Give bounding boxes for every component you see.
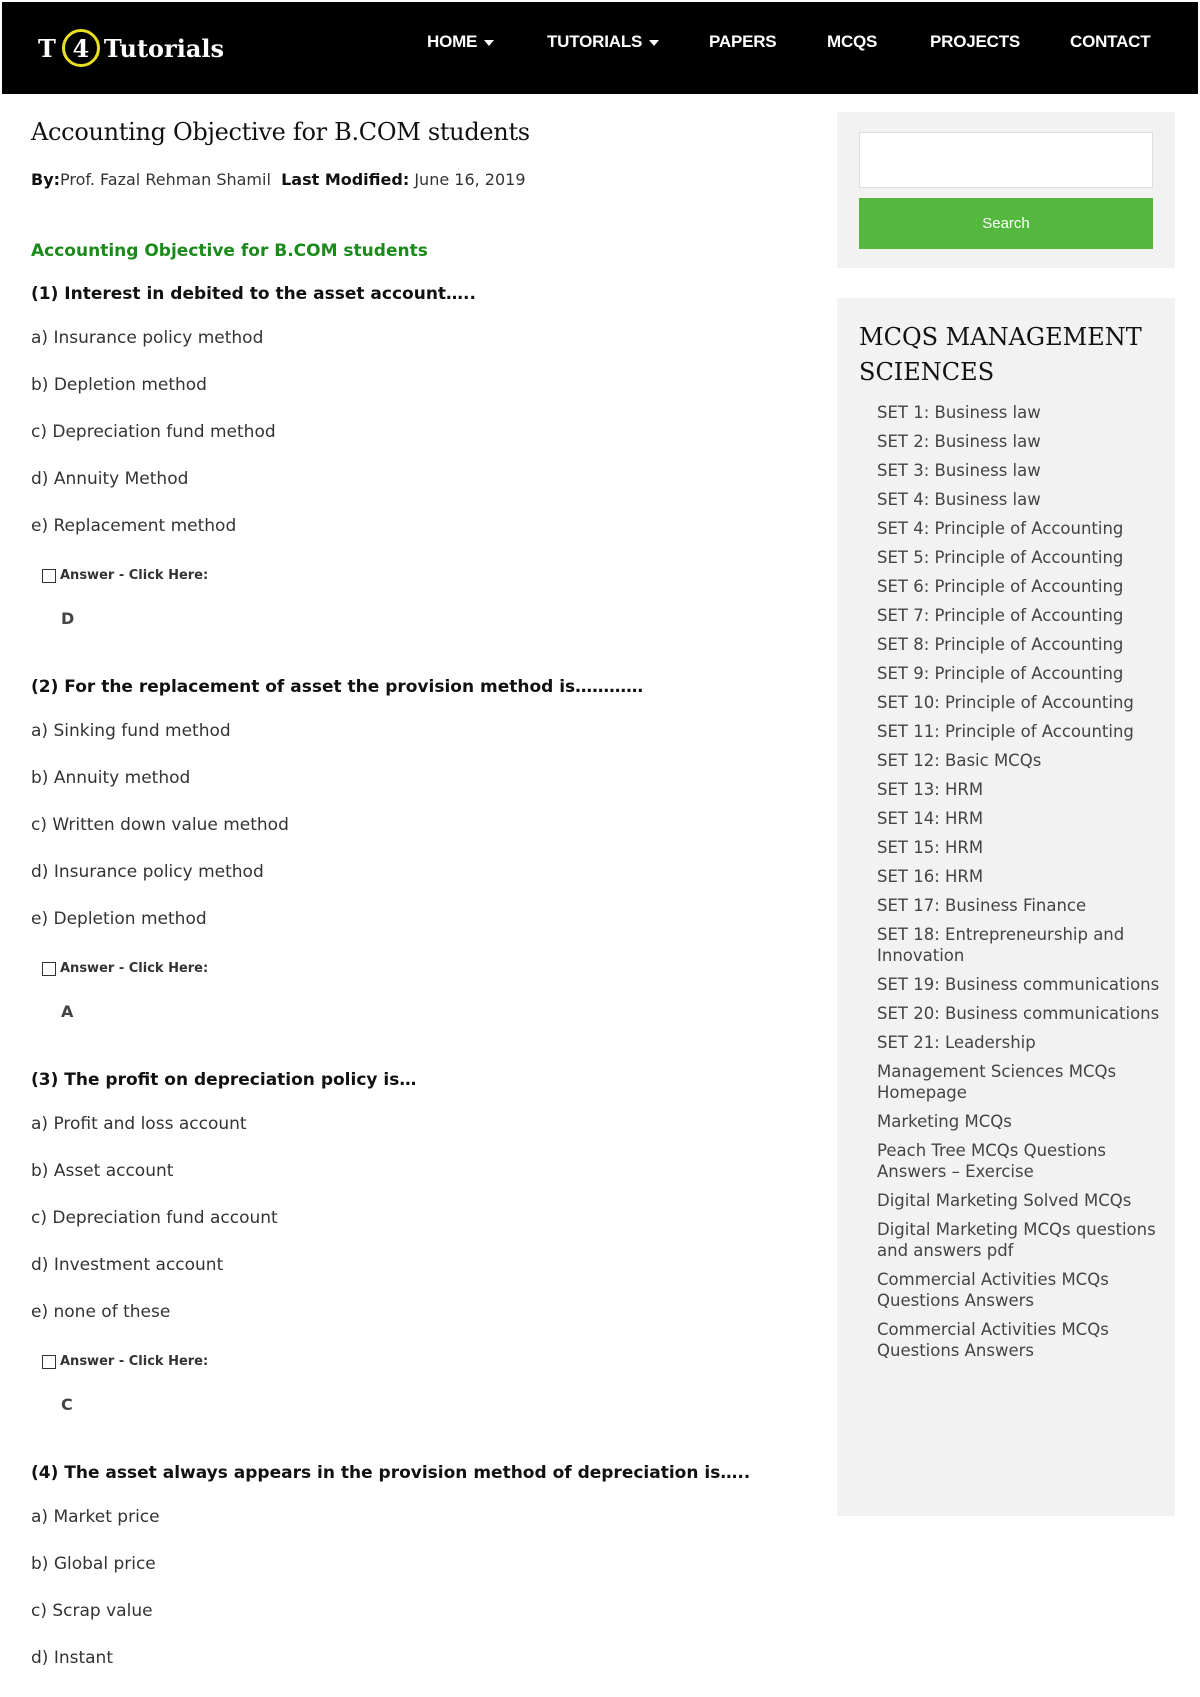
modified-date: June 16, 2019 bbox=[414, 170, 526, 189]
option-c: c) Written down value method bbox=[31, 815, 289, 835]
top-navigation-bar bbox=[2, 2, 1198, 94]
sidebar-link[interactable]: Commercial Activities MCQs Questions Answers bbox=[877, 1270, 1109, 1310]
question-block bbox=[31, 1463, 791, 1694]
option-c: c) Scrap value bbox=[31, 1601, 153, 1621]
question-text: (1) Interest in debited to the asset account….. bbox=[31, 284, 476, 304]
logo-letter-t: T bbox=[38, 33, 56, 63]
answer-toggle-label: Answer - Click Here: bbox=[60, 961, 209, 976]
logo-word: Tutorials bbox=[103, 33, 224, 63]
answer-value: D bbox=[61, 609, 75, 628]
author-name: Prof. Fazal Rehman Shamil bbox=[60, 170, 271, 189]
logo-circle-four: 4 bbox=[62, 29, 100, 67]
answer-toggle-label: Answer - Click Here: bbox=[60, 568, 209, 583]
sidebar-link[interactable]: Management Sciences MCQs Homepage bbox=[877, 1062, 1117, 1102]
option-b: b) Depletion method bbox=[31, 375, 207, 395]
question-text: (4) The asset always appears in the provision method of depreciation is….. bbox=[31, 1463, 751, 1483]
sidebar-link[interactable]: SET 3: Business law bbox=[877, 461, 1041, 480]
sidebar-link[interactable]: SET 2: Business law bbox=[877, 432, 1041, 451]
option-c: c) Depreciation fund method bbox=[31, 422, 276, 442]
nav-mcqs[interactable] bbox=[827, 32, 877, 52]
option-b: b) Global price bbox=[31, 1554, 156, 1574]
answer-value: C bbox=[61, 1395, 73, 1414]
page-title: Accounting Objective for B.COM students bbox=[31, 118, 530, 146]
nav-papers-label: PAPERS bbox=[709, 32, 777, 51]
question-text: (3) The profit on depreciation policy is… bbox=[31, 1070, 417, 1090]
option-a: a) Insurance policy method bbox=[31, 328, 264, 348]
sidebar-link[interactable]: SET 14: HRM bbox=[877, 809, 984, 828]
sidebar-link[interactable]: SET 10: Principle of Accounting bbox=[877, 693, 1134, 712]
sidebar-link[interactable]: SET 7: Principle of Accounting bbox=[877, 606, 1124, 625]
option-c: c) Depreciation fund account bbox=[31, 1208, 278, 1228]
sidebar-link[interactable]: SET 18: Entrepreneurship and Innovation bbox=[877, 925, 1125, 965]
sidebar-link[interactable]: SET 5: Principle of Accounting bbox=[877, 548, 1124, 567]
option-a: a) Profit and loss account bbox=[31, 1114, 247, 1134]
sidebar-link[interactable]: SET 15: HRM bbox=[877, 838, 984, 857]
section-subheading: Accounting Objective for B.COM students bbox=[31, 241, 428, 261]
option-e: e) Depletion method bbox=[31, 909, 207, 929]
chevron-down-icon bbox=[484, 40, 494, 46]
question-block bbox=[31, 677, 791, 1070]
sidebar-list bbox=[877, 402, 1167, 1369]
option-b: b) Annuity method bbox=[31, 768, 191, 788]
sidebar-link[interactable]: SET 8: Principle of Accounting bbox=[877, 635, 1124, 654]
article-content bbox=[31, 118, 791, 1694]
nav-projects[interactable] bbox=[930, 32, 1020, 52]
option-a: a) Market price bbox=[31, 1507, 160, 1527]
answer-value: A bbox=[61, 1002, 74, 1021]
sidebar-link[interactable]: Commercial Activities MCQs Questions Answers bbox=[877, 1320, 1109, 1360]
answer-toggle[interactable] bbox=[42, 562, 791, 609]
sidebar-link[interactable]: SET 4: Principle of Accounting bbox=[877, 519, 1124, 538]
sidebar-link[interactable]: SET 21: Leadership bbox=[877, 1033, 1036, 1052]
sidebar-link[interactable]: SET 6: Principle of Accounting bbox=[877, 577, 1124, 596]
option-d: d) Insurance policy method bbox=[31, 862, 264, 882]
sidebar-link[interactable]: SET 11: Principle of Accounting bbox=[877, 722, 1134, 741]
sidebar-link[interactable]: Marketing MCQs bbox=[877, 1112, 1012, 1131]
sidebar-link[interactable]: Digital Marketing Solved MCQs bbox=[877, 1191, 1132, 1210]
sidebar-link[interactable]: SET 1: Business law bbox=[877, 403, 1041, 422]
answer-toggle[interactable] bbox=[42, 955, 791, 1002]
nav-projects-label: PROJECTS bbox=[930, 32, 1021, 51]
nav-home-label: HOME bbox=[427, 32, 478, 51]
main-nav bbox=[2, 32, 1198, 56]
sidebar-title: MCQS MANAGEMENT SCIENCES bbox=[859, 323, 1142, 386]
search-widget bbox=[837, 112, 1175, 268]
sidebar-link[interactable]: SET 12: Basic MCQs bbox=[877, 751, 1042, 770]
sidebar-link[interactable]: Peach Tree MCQs Questions Answers – Exercise bbox=[877, 1141, 1107, 1181]
answer-checkbox[interactable] bbox=[42, 962, 56, 976]
option-e: e) Replacement method bbox=[31, 516, 237, 536]
sidebar-link[interactable]: SET 16: HRM bbox=[877, 867, 984, 886]
search-input[interactable] bbox=[859, 132, 1153, 188]
sidebar-mcqs-widget bbox=[837, 298, 1175, 1516]
nav-contact-label: CONTACT bbox=[1070, 32, 1151, 51]
byline bbox=[31, 170, 791, 189]
modified-label: Last Modified: bbox=[281, 170, 410, 189]
sidebar-link[interactable]: SET 20: Business communications bbox=[877, 1004, 1160, 1023]
question-block bbox=[31, 284, 791, 677]
sidebar-link[interactable]: Digital Marketing MCQs questions and answers pdf bbox=[877, 1220, 1156, 1260]
nav-papers[interactable] bbox=[709, 32, 776, 52]
by-label: By: bbox=[31, 170, 61, 189]
answer-toggle-label: Answer - Click Here: bbox=[60, 1354, 209, 1369]
option-e: e) none of these bbox=[31, 1302, 171, 1322]
sidebar-link[interactable]: SET 13: HRM bbox=[877, 780, 984, 799]
nav-tutorials[interactable] bbox=[547, 32, 659, 52]
option-d: d) Investment account bbox=[31, 1255, 224, 1275]
option-b: b) Asset account bbox=[31, 1161, 174, 1181]
nav-contact[interactable] bbox=[1070, 32, 1150, 52]
answer-toggle[interactable] bbox=[42, 1348, 791, 1395]
search-button[interactable]: Search bbox=[859, 198, 1153, 249]
option-a: a) Sinking fund method bbox=[31, 721, 231, 741]
answer-checkbox[interactable] bbox=[42, 1355, 56, 1369]
option-d: d) Annuity Method bbox=[31, 469, 189, 489]
option-d: d) Instant bbox=[31, 1648, 113, 1668]
nav-tutorials-label: TUTORIALS bbox=[547, 32, 643, 51]
nav-mcqs-label: MCQS bbox=[827, 32, 878, 51]
sidebar-link[interactable]: SET 19: Business communications bbox=[877, 975, 1160, 994]
sidebar-link[interactable]: SET 17: Business Finance bbox=[877, 896, 1087, 915]
sidebar-link[interactable]: SET 4: Business law bbox=[877, 490, 1041, 509]
nav-home[interactable] bbox=[427, 32, 494, 52]
sidebar-link[interactable]: SET 9: Principle of Accounting bbox=[877, 664, 1124, 683]
answer-checkbox[interactable] bbox=[42, 569, 56, 583]
question-text: (2) For the replacement of asset the provision method is………… bbox=[31, 677, 644, 697]
chevron-down-icon bbox=[649, 40, 659, 46]
question-block bbox=[31, 1070, 791, 1463]
